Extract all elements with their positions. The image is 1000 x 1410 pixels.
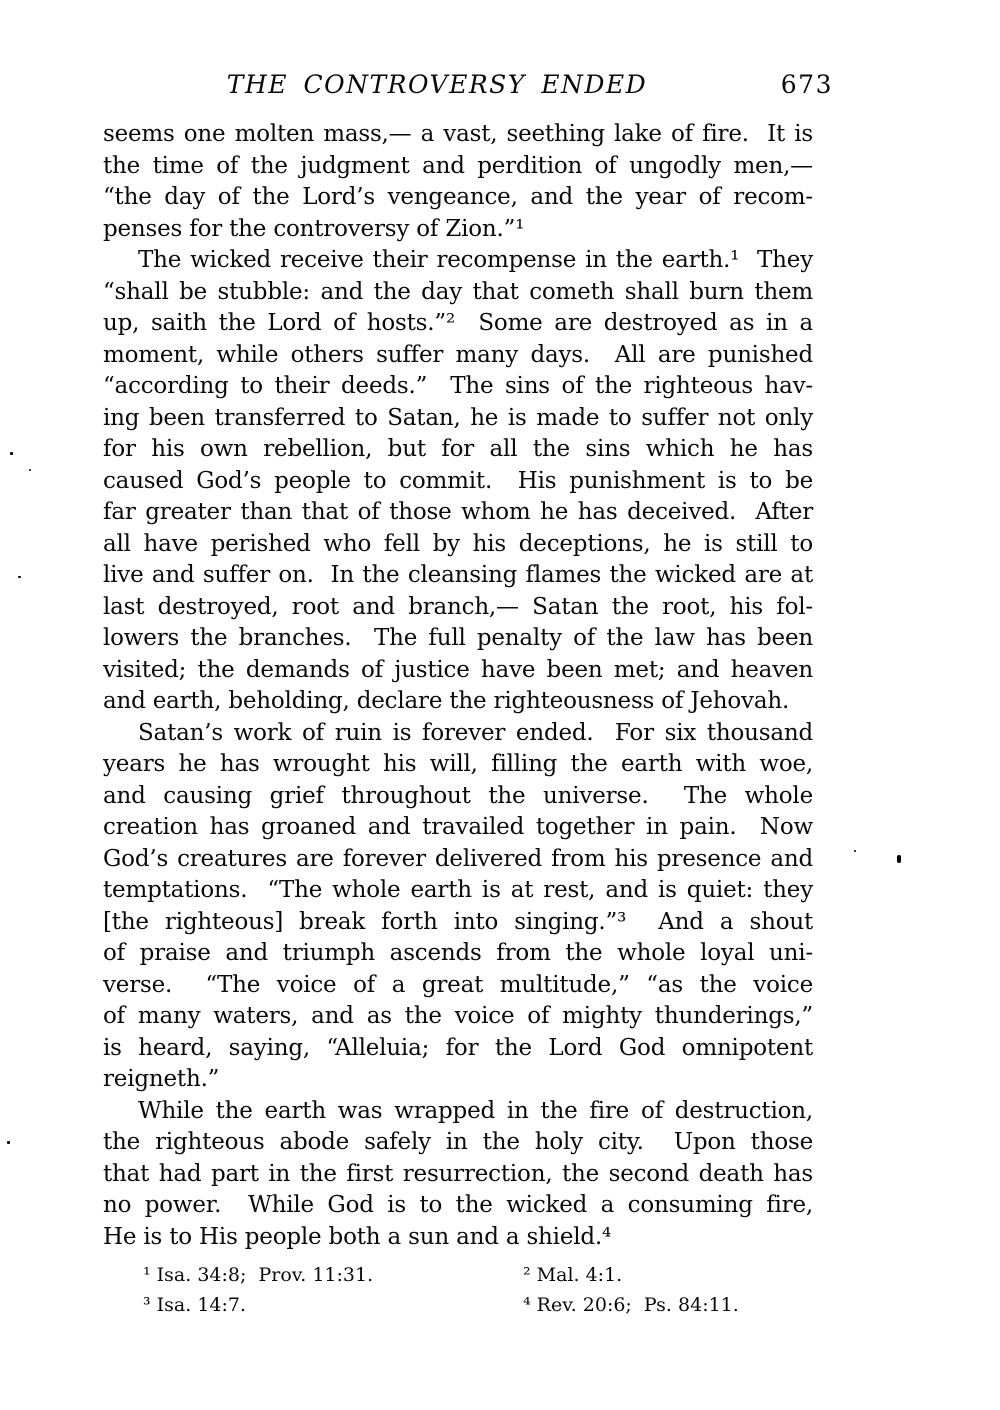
text-line: moment, while others suffer many days. All are punished [103,341,813,368]
text-line: far greater than that of those whom he has deceived. After [103,499,813,525]
paragraph [103,119,813,245]
page-body [103,119,813,1253]
scan-speck [29,469,31,471]
text-line: creation has groaned and travailed together in pain. Now [103,814,813,840]
text-line: live and suffer on. In the cleansing flames the wicked are at [103,562,813,588]
text-line: of praise and triumph ascends from the whole loyal uni- [103,940,813,966]
text-line: ing been transferred to Satan, he is made to suffer not only [103,404,813,431]
text-line: “according to their deeds.” The sins of the righteous hav- [103,373,813,399]
text-line: last destroyed, root and branch,— Satan the root, his fol- [103,593,813,620]
scan-speck [897,855,901,863]
text-line: reigneth.” [103,1066,220,1092]
text-line: no power. While God is to the wicked a consuming fire, [103,1192,813,1218]
footnote-3: ³ Isa. 14:7. [143,1294,247,1316]
text-line: “the day of the Lord’s vengeance, and the year of recom- [103,184,813,210]
text-line: penses for the controversy of Zion.”¹ [103,215,525,242]
text-line: While the earth was wrapped in the fire of destruction, [138,1097,813,1124]
text-line: [the righteous] break forth into singing.”³ And a shout [103,908,813,935]
scan-speck [7,1141,10,1144]
paragraph [103,1096,813,1254]
text-line: that had part in the first resurrection, the second death has [103,1160,813,1187]
page-number: 673 [780,70,833,99]
text-line: Satan’s work of ruin is forever ended. For six thousand [138,719,813,746]
text-line: visited; the demands of justice have been met; and heaven [103,656,813,683]
text-line: God’s creatures are forever delivered from his presence and [103,845,813,872]
text-line: seems one molten mass,— a vast, seething lake of fire. It is [103,121,813,147]
page-title: THE CONTROVERSY ENDED [226,70,648,99]
text-line: up, saith the Lord of hosts.”² Some are destroyed as in a [103,310,813,336]
paragraph [103,245,813,718]
text-line: He is to His people both a sun and a shield.⁴ [103,1223,612,1250]
footnote-2: ² Mal. 4:1. [523,1264,623,1286]
scan-speck [854,850,856,852]
text-line: temptations. “The whole earth is at rest, and is quiet: they [103,877,813,903]
footnote-grid [103,1260,831,1320]
footnotes [103,1260,831,1320]
text-line: lowers the branches. The full penalty of the law has been [103,625,813,651]
footnote-4: ⁴ Rev. 20:6; Ps. 84:11. [523,1294,739,1316]
text-line: all have perished who fell by his deceptions, he is still to [103,530,813,557]
text-line: and causing grief throughout the universe. The whole [103,782,813,809]
text-line: caused God’s people to commit. His punishment is to be [103,467,813,494]
text-line: is heard, saying, “Alleluia; for the Lord God omnipotent [103,1034,813,1061]
scan-speck [18,576,21,578]
paragraph [103,718,813,1096]
text-line: The wicked receive their recompense in the earth.¹ They [138,247,813,273]
running-header [103,70,831,102]
text-line: of many waters, and as the voice of mighty thunderings,” [103,1003,813,1029]
scan-speck [10,452,13,455]
text-line: “shall be stubble: and the day that cometh shall burn them [103,278,813,305]
text-line: for his own rebellion, but for all the sins which he has [103,436,813,462]
text-line: the time of the judgment and perdition of ungodly men,— [103,152,813,179]
text-line: verse. “The voice of a great multitude,” “as the voice [103,971,813,998]
text-line: the righteous abode safely in the holy city. Upon those [103,1129,813,1155]
text-line: and earth, beholding, declare the righteousness of Jehovah. [103,688,790,714]
footnote-1: ¹ Isa. 34:8; Prov. 11:31. [143,1264,374,1286]
text-line: years he has wrought his will, filling the earth with woe, [103,751,813,777]
